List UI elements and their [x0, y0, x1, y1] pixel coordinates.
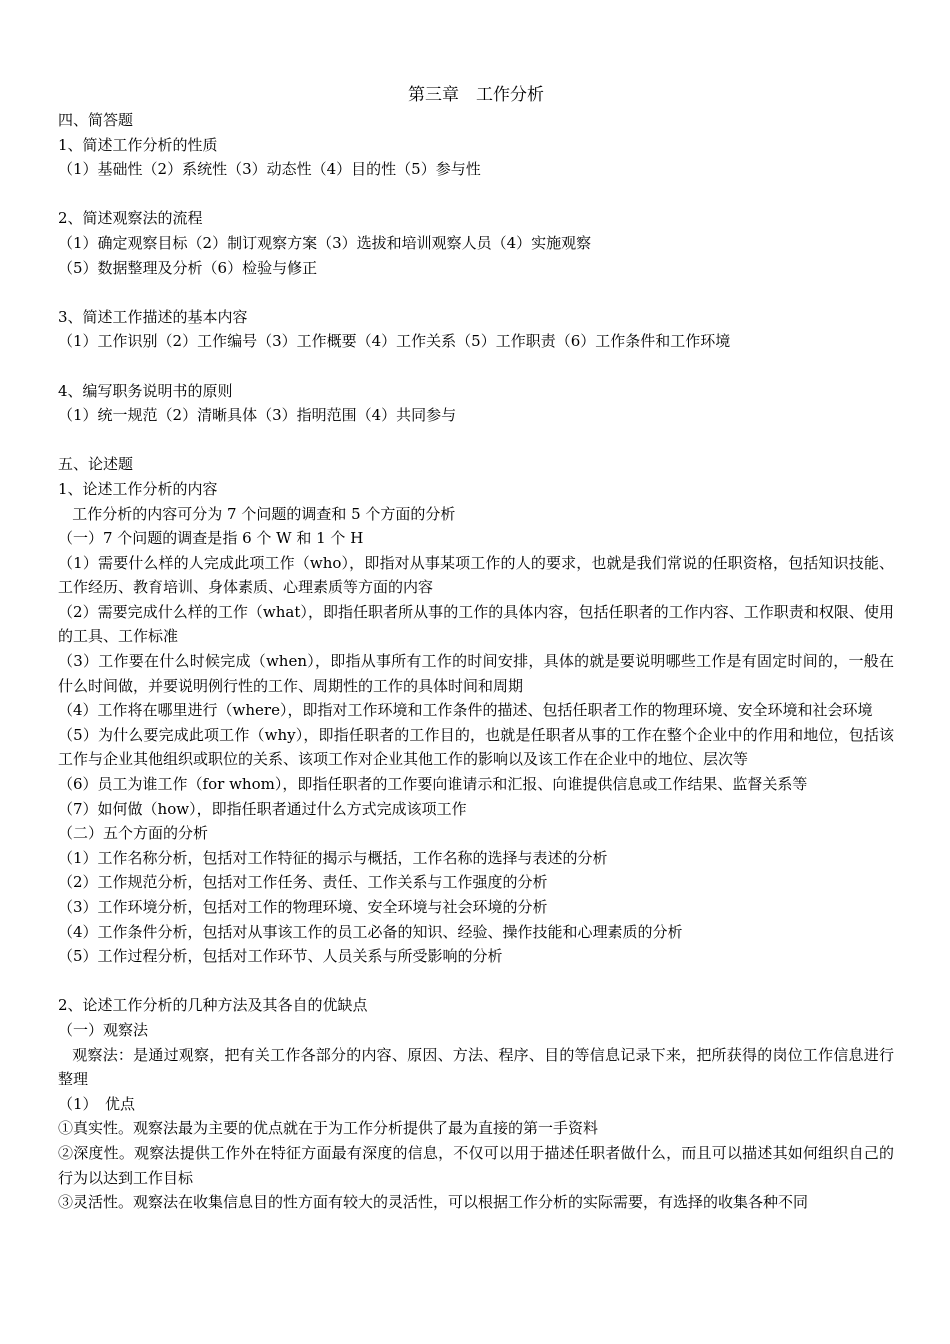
- text-paragraph: ①真实性。观察法最为主要的优点就在于为工作分析提供了最为直接的第一手资料: [58, 1119, 599, 1138]
- text-paragraph: 4、编写职务说明书的原则: [58, 381, 233, 400]
- text-paragraph: 3、简述工作描述的基本内容: [58, 307, 248, 326]
- text-paragraph: （1）基础性（2）系统性（3）动态性（4）目的性（5）参与性: [58, 160, 481, 179]
- text-paragraph: 2、简述观察法的流程: [58, 209, 203, 228]
- text-paragraph: （4）工作将在哪里进行（where），即指对工作环境和工作条件的描述、包括任职者工作的物理环境、安全环境和社会环境: [58, 701, 873, 720]
- text-paragraph: （3）工作要在什么时候完成（when），即指从事所有工作的时间安排，具体的就是要说明哪些工作是有固定时间的，一般在什么时间做，并要说明例行性的工作、周期性的工作的具体时间和周期: [58, 652, 894, 695]
- blank-line: [58, 969, 894, 994]
- text-paragraph: 五、论述题: [58, 455, 134, 474]
- blank-line: [58, 280, 894, 305]
- text-paragraph: （1）工作识别（2）工作编号（3）工作概要（4）工作关系（5）工作职责（6）工作条件和工作环境: [58, 332, 731, 351]
- text-paragraph: （二）五个方面的分析: [58, 824, 209, 843]
- text-paragraph: （1）工作名称分析，包括对工作特征的揭示与概括，工作名称的选择与表述的分析: [58, 848, 608, 867]
- text-paragraph: （5）数据整理及分析（6）检验与修正: [58, 258, 318, 277]
- text-paragraph: 1、论述工作分析的内容: [58, 479, 218, 498]
- text-paragraph: （2）工作规范分析，包括对工作任务、责任、工作关系与工作强度的分析: [58, 873, 548, 892]
- text-paragraph: 观察法：是通过观察，把有关工作各部分的内容、原因、方法、程序、目的等信息记录下来，把所获得的岗位工作信息进行整理: [58, 1045, 894, 1089]
- text-paragraph: （3）工作环境分析，包括对工作的物理环境、安全环境与社会环境的分析: [58, 898, 548, 916]
- chapter-title: 第三章 工作分析: [408, 85, 544, 105]
- text-paragraph: （1）需要什么样的人完成此项工作（who），即指对从事某项工作的人的要求，也就是我们常说的任职资格，包括知识技能、工作经历、教育培训、身体素质、心理素质等方面的内容: [58, 553, 894, 597]
- text-paragraph: 2、论述工作分析的几种方法及其各自的优缺点: [58, 996, 368, 1015]
- text-paragraph: （2）需要完成什么样的工作（what），即指任职者所从事的工作的具体内容，包括任职者的工作内容、工作职责和权限、使用的工具、工作标准: [58, 602, 894, 646]
- text-paragraph: ③灵活性。观察法在收集信息目的性方面有较大的灵活性，可以根据工作分析的实际需要，有选择的收集各种不同: [58, 1193, 809, 1212]
- text-paragraph: 1、简述工作分析的性质: [58, 135, 218, 154]
- text-paragraph: 工作分析的内容可分为 7 个问题的调查和 5 个方面的分析: [72, 504, 456, 523]
- blank-line: [58, 354, 894, 379]
- text-paragraph: （6）员工为谁工作（for whom），即指任职者的工作要向谁请示和汇报、向谁提供信息或工作结果、监督关系等: [58, 775, 808, 794]
- text-paragraph: （一）观察法: [58, 1020, 149, 1039]
- text-paragraph: （7）如何做（how），即指任职者通过什么方式完成该项工作: [58, 799, 467, 818]
- text-paragraph: （5）为什么要完成此项工作（why），即指任职者的工作目的，也就是任职者从事的工作在整个企业中的作用和地位，包括该工作与企业其他组织或职位的关系、该项工作对企业其他工作的影响以及该工作在企业中的地位、层次等: [58, 725, 894, 769]
- text-paragraph: ②深度性。观察法提供工作外在特征方面最有深度的信息，不仅可以用于描述任职者做什么，而且可以描述其如何组织自己的行为以达到工作目标: [58, 1143, 894, 1187]
- text-paragraph: （1）确定观察目标（2）制订观察方案（3）选拔和培训观察人员（4）实施观察: [58, 233, 592, 252]
- document-body: [58, 108, 894, 1215]
- text-paragraph: （1） 优点: [58, 1094, 136, 1113]
- text-paragraph: （4）工作条件分析，包括对从事该工作的员工必备的知识、经验、操作技能和心理素质的分析: [58, 922, 683, 941]
- blank-line: [58, 428, 894, 453]
- blank-line: [58, 182, 894, 207]
- document-page: [58, 82, 894, 1215]
- text-paragraph: （1）统一规范（2）清晰具体（3）指明范围（4）共同参与: [58, 406, 457, 425]
- text-paragraph: （5）工作过程分析，包括对工作环节、人员关系与所受影响的分析: [58, 947, 503, 966]
- text-paragraph: （一）7 个问题的调查是指 6 个 W 和 1 个 H: [58, 529, 364, 548]
- text-paragraph: 四、简答题: [58, 111, 134, 129]
